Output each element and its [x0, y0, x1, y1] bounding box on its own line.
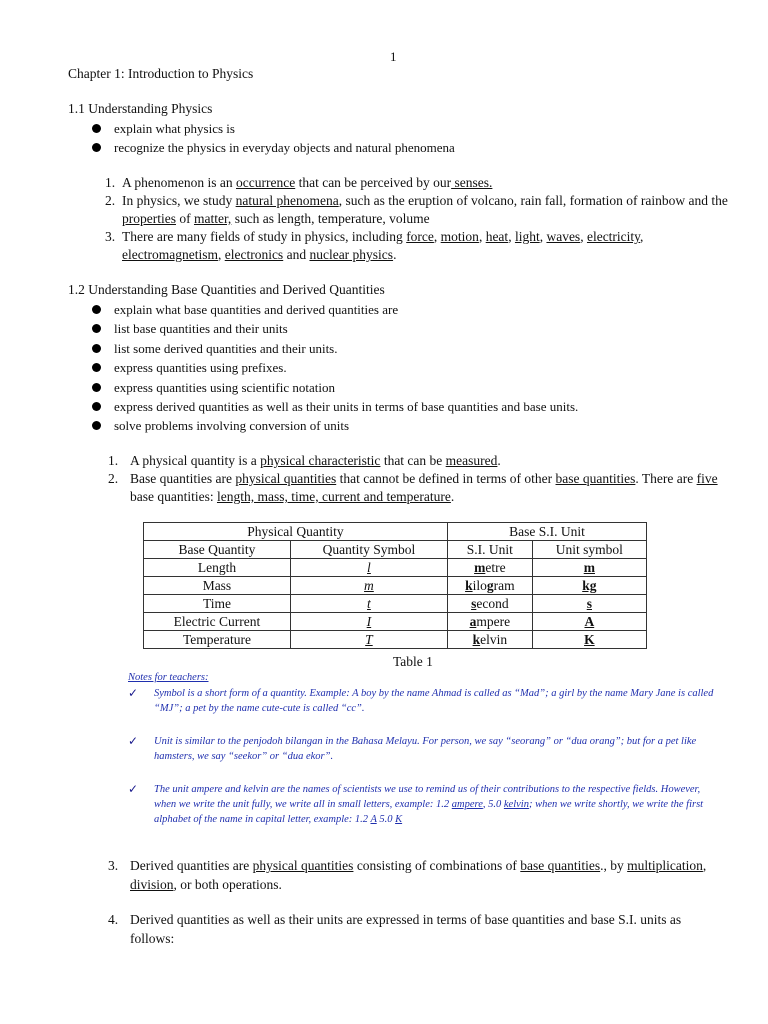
page-number: 1 [390, 49, 397, 64]
si-units-table [143, 522, 647, 649]
list-item: 2. In physics, we study natural phenomena, such as the eruption of volcano, rain fall, formation of rainbow and the properties of matter, such as length, temperature, volume [105, 193, 728, 226]
list-item: 1. A phenomenon is an occurrence that can be perceived by our senses. [105, 175, 493, 190]
objective-item: express derived quantities as well as their units in terms of base quantities and base units. [92, 397, 578, 416]
bullet-icon [92, 143, 101, 152]
objective-item: explain what physics is [92, 119, 455, 138]
list-item: 4. Derived quantities as well as their units are expressed in terms of base quantities and base S.I. units as follows: [108, 912, 682, 946]
chapter-title: Chapter 1: Introduction to Physics [68, 66, 254, 81]
list-item: 3. Derived quantities are physical quantities consisting of combinations of base quantities., by multiplication, division, or both operations. [108, 858, 707, 892]
objective-item: list some derived quantities and their units. [92, 339, 578, 358]
note-item: ✓ Symbol is a short form of a quantity. Example: A boy by the name Ahmad is called as “Mad”; a girl by the name Mary Jane is called “MJ”; a pet by the name cute-cute is called “cc”. [128, 686, 714, 714]
table-header: Unit symbol [532, 541, 646, 559]
table-header: Base Quantity [144, 541, 291, 559]
check-icon: ✓ [128, 734, 139, 748]
bullet-icon [92, 363, 101, 372]
objectives-list [92, 119, 455, 158]
check-icon: ✓ [128, 686, 139, 700]
objective-item: express quantities using scientific notation [92, 378, 578, 397]
table-row: Mass m kilogram kg [144, 577, 647, 595]
list-item: 3. There are many fields of study in physics, including force, motion, heat, light, waves, electricity, electromagnetism, electronics and nuclear physics. [105, 229, 644, 262]
table-header: S.I. Unit [447, 541, 532, 559]
bullet-icon [92, 324, 101, 333]
section-heading: 1.2 Understanding Base Quantities and Derived Quantities [68, 282, 385, 297]
table-row: Time t second s [144, 595, 647, 613]
table-caption: Table 1 [393, 654, 433, 669]
check-icon: ✓ [128, 782, 139, 796]
bullet-icon [92, 402, 101, 411]
table-row: Temperature T kelvin K [144, 631, 647, 649]
list-item: 1. A physical quantity is a physical characteristic that can be measured. [108, 453, 501, 468]
objective-item: explain what base quantities and derived quantities are [92, 300, 578, 319]
objective-item: solve problems involving conversion of units [92, 416, 578, 435]
objective-item: recognize the physics in everyday objects and natural phenomena [92, 138, 455, 157]
bullet-icon [92, 344, 101, 353]
notes-heading: Notes for teachers: [128, 672, 209, 683]
list-item: 2. Base quantities are physical quantities that cannot be defined in terms of other base quantities. There are five base quantities: length, mass, time, current and temperature. [108, 471, 718, 504]
numbered-list [108, 452, 738, 506]
objective-item: list base quantities and their units [92, 319, 578, 338]
bullet-icon [92, 124, 101, 133]
bullet-icon [92, 421, 101, 430]
table-row: Electric Current I ampere A [144, 613, 647, 631]
objective-item: express quantities using prefixes. [92, 358, 578, 377]
note-item: ✓ The unit ampere and kelvin are the names of scientists we use to remind us of their contributions to the respective fields. However, when we write the unit fully, we write all in small letters, example: 1.2 ampere, 5.0 kelvin; when we write shortly, we write the first alphabet of the name in capital letter, example: 1.2 A 5.0 K [128, 782, 704, 825]
section-heading: 1.1 Understanding Physics [68, 101, 213, 116]
table-header-row [144, 541, 647, 559]
bullet-icon [92, 383, 101, 392]
table-group-header: Physical Quantity [144, 523, 448, 541]
objectives-list [92, 300, 578, 436]
table-row: Length l metre m [144, 559, 647, 577]
numbered-list [105, 174, 730, 264]
table-group-header: Base S.I. Unit [447, 523, 646, 541]
table-header: Quantity Symbol [290, 541, 447, 559]
note-item: ✓ Unit is similar to the penjodoh bilangan in the Bahasa Melayu. For person, we say “seorang” or “dua orang”; but for a pet like hamsters, we say “seekor” or “dua ekor”. [128, 734, 697, 762]
teacher-notes [128, 670, 718, 827]
table-header-row [144, 523, 647, 541]
bullet-icon [92, 305, 101, 314]
